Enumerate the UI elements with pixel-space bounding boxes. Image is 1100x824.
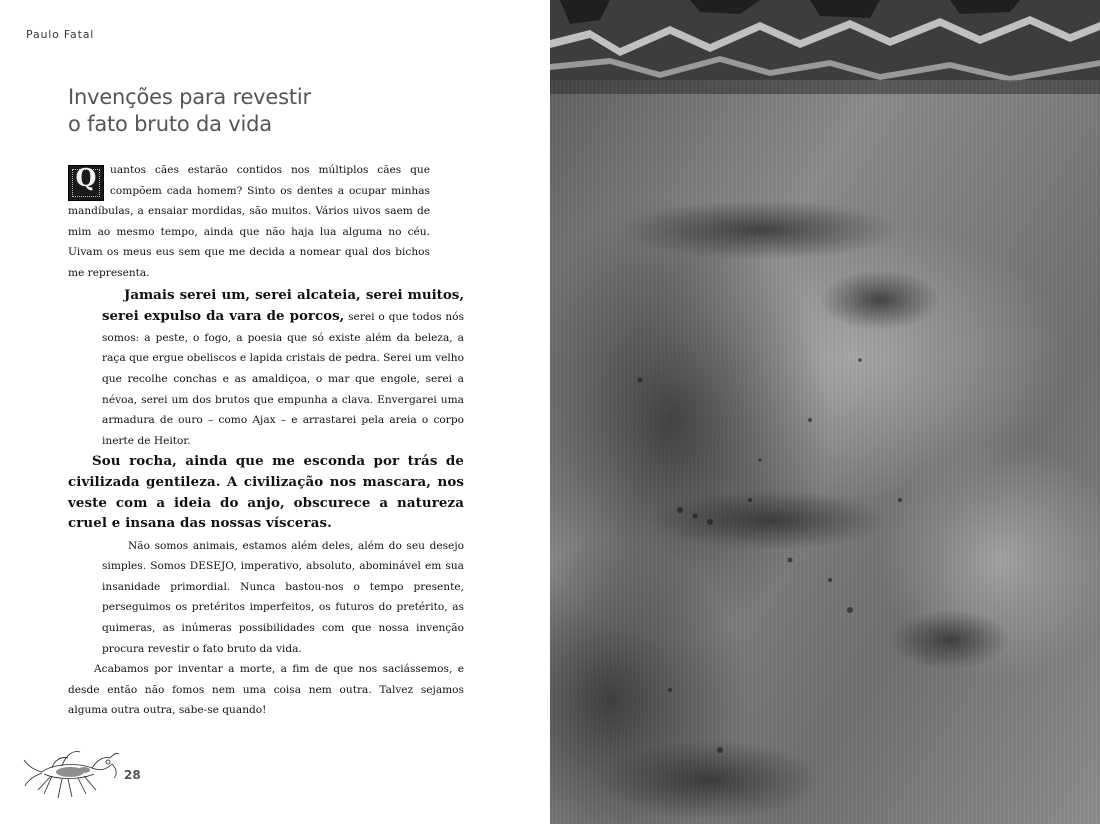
indented-block-2 (68, 536, 464, 660)
right-page-photo (550, 0, 1100, 824)
paragraph-1 (68, 160, 430, 284)
paragraph-2-bold: Jamais serei um, serei alcateia, serei muitos, serei expulso da vara de porcos, (102, 286, 464, 325)
paragraph-5: Acabamos por inventar a morte, a fim de que nos saciássemos, e desde então não fomos nem uma coisa nem outra. Talvez sejamos alguma outra outra, sabe-se quando! (68, 663, 464, 717)
running-header-author: Paulo Fatal (26, 28, 95, 41)
page-number: 28 (124, 768, 141, 782)
paragraph-2 (102, 285, 464, 452)
paragraph-3: Sou rocha, ainda que me esconda por trás de civilizada gentileza. A civilização nos mascara, nos veste com a ideia do anjo, obscurece a natureza cruel e insana das nossas vísceras. (68, 453, 464, 532)
creature-illustration (22, 742, 122, 800)
textured-wall-image (550, 0, 1100, 824)
chapter-title-line-2: o fato bruto da vida (68, 112, 272, 136)
drop-cap-letter: Q (75, 163, 97, 192)
paragraph-4: Não somos animais, estamos além deles, além do seu desejo simples. Somos DESEJO, imperativo, absoluto, abominável em sua insanidade primordial. Nunca bastou-nos o tempo presente, perseguimos os pretéritos imperfeitos, os futuros do pretérito, as quimeras, as inúmeras possibilidades com que nossa invenção procura revestir o fato bruto da vida. (102, 539, 464, 655)
paragraph-2-text: serei o que todos nós somos: a peste, o fogo, a poesia que só existe além da beleza, a raça que ergue obeliscos e lapida cristais de pedra. Serei um velho que recolhe conchas e as amaldiçoa, o mar que engole, serei a névoa, serei um dos brutos que empunha a clava. Envergarei uma armadura de ouro – como Ajax – e arrastarei pela areia o corpo inerte de Heitor. (102, 311, 465, 447)
indented-block (68, 285, 464, 452)
chapter-title (68, 84, 488, 138)
paragraph-1-text: uantos cães estarão contidos nos múltiplos cães que compõem cada homem? Sinto os dentes a ocupar minhas mandíbulas, a ensaiar mordidas, são muitos. Vários uivos saem de mim ao mesmo tempo, ainda que não haja lua alguma no céu. Uivam os meus eus sem que me decida a nomear qual dos bichos me representa. (68, 164, 430, 279)
drop-cap (68, 165, 104, 201)
body-text (68, 160, 464, 721)
chapter-title-line-1: Invenções para revestir (68, 85, 311, 109)
